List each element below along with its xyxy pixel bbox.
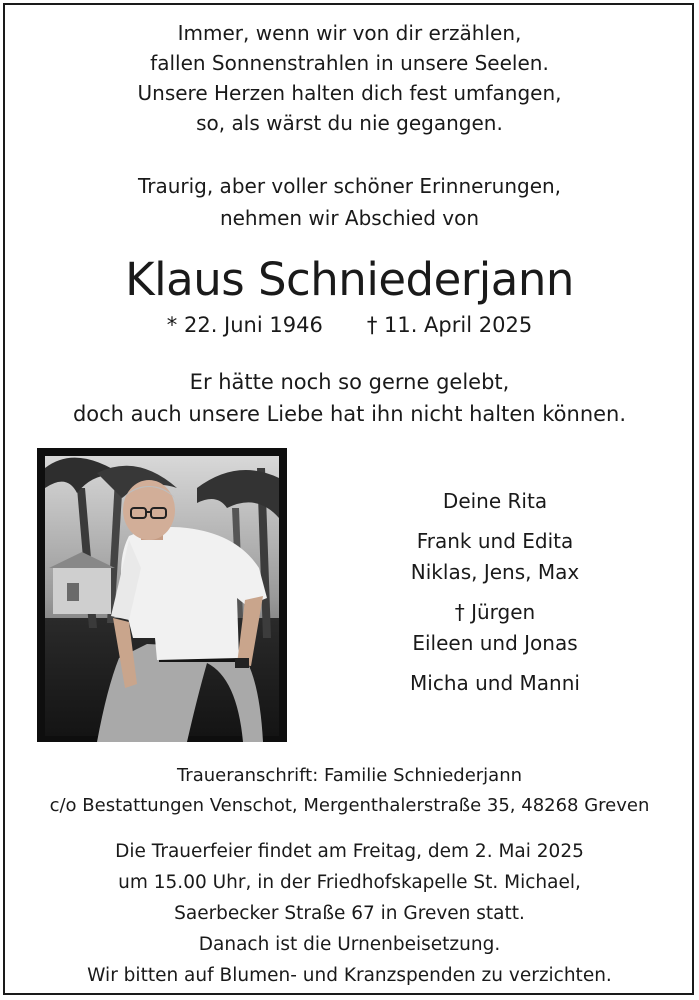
life-dates (0, 308, 699, 342)
funeral-service-info (0, 836, 699, 991)
address-line: c/o Bestattungen Venschot, Mergenthalerstraße 35, 48268 Greven (49, 795, 650, 816)
intro-line: nehmen wir Abschied von (219, 206, 480, 230)
family-member: Niklas, Jens, Max (410, 560, 580, 584)
family-member: † Jürgen (454, 600, 536, 624)
family-member: Micha und Manni (410, 671, 580, 695)
quote-line: doch auch unsere Liebe hat ihn nicht halten können. (72, 402, 627, 426)
family-member: Frank und Edita (416, 529, 574, 553)
portrait-image (37, 448, 287, 742)
quote-line: Er hätte noch so gerne gelebt, (189, 370, 510, 394)
family-list (340, 486, 650, 699)
poem-line: so, als wärst du nie gegangen. (196, 111, 503, 135)
quote (0, 366, 699, 430)
service-line: Die Trauerfeier findet am Freitag, dem 2. Mai 2025 (115, 841, 584, 862)
intro-line: Traurig, aber voller schöner Erinnerungen, (137, 174, 562, 198)
portrait-photo (37, 448, 287, 742)
service-line: Saerbecker Straße 67 in Greven statt. (174, 903, 525, 924)
poem-line: Unsere Herzen halten dich fest umfangen, (137, 81, 562, 105)
intro-text (0, 170, 699, 234)
family-member: Eileen und Jonas (412, 631, 578, 655)
service-line: um 15.00 Uhr, in der Friedhofskapelle St. Michael, (118, 872, 581, 893)
death-date: † 11. April 2025 (366, 313, 533, 337)
poem-line: fallen Sonnenstrahlen in unsere Seelen. (150, 51, 549, 75)
mourning-address (0, 761, 699, 821)
birth-date: * 22. Juni 1946 (166, 313, 323, 337)
service-line: Wir bitten auf Blumen- und Kranzspenden zu verzichten. (87, 965, 612, 986)
poem (0, 18, 699, 138)
service-line: Danach ist die Urnenbeisetzung. (198, 934, 501, 955)
deceased-name: Klaus Schniederjann (125, 253, 574, 306)
family-member: Deine Rita (442, 489, 548, 513)
address-line: Traueranschrift: Familie Schniederjann (176, 765, 523, 786)
poem-line: Immer, wenn wir von dir erzählen, (177, 21, 522, 45)
